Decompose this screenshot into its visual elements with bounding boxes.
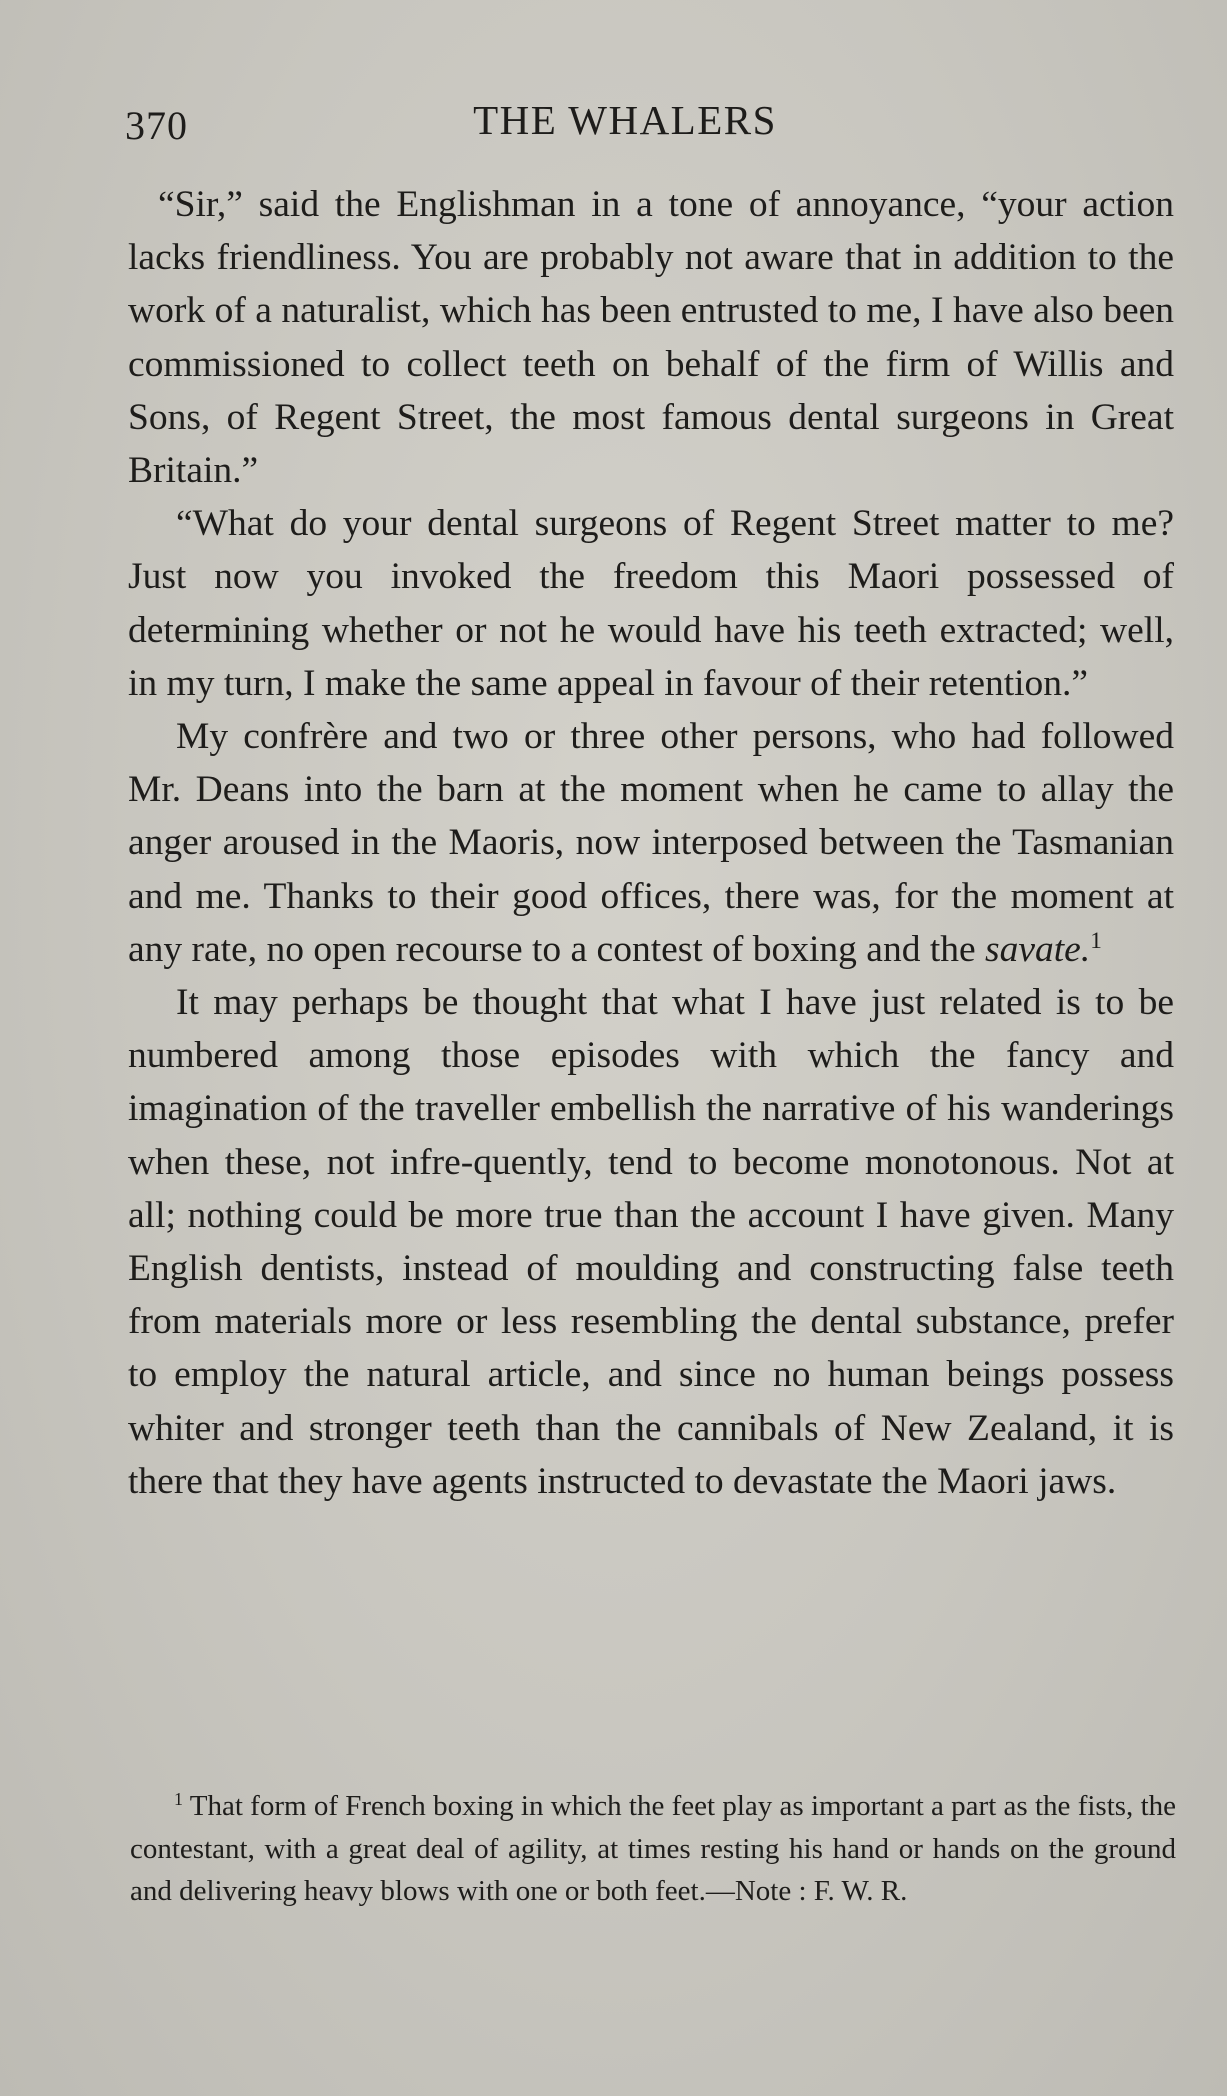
footnote-text: That form of French boxing in which the feet play as important a part as the fists, the contestant, with a great deal of agility, at times resting his hand or hands on the ground and delivering heavy blows with one or both feet.—Note : F. W. R.	[130, 1790, 1176, 1907]
paragraph-3-text: My confrère and two or three other persons, who had followed Mr. Deans into the barn at the moment when he came to allay the anger aroused in the Maoris, now interposed between the Tasmanian and me. Thanks to their good offices, there was, for the moment at any rate, no open recourse to a contest of boxing and the	[128, 716, 1174, 970]
running-title: THE WHALERS	[473, 97, 777, 143]
body-text	[128, 178, 1174, 1508]
paragraph-2: “What do your dental surgeons of Regent Street matter to me? Just now you invoked the freedom this Maori possessed of determining whether or not he would have his teeth extracted; well, in my turn, I make the same appeal in favour of their retention.”	[128, 503, 1174, 704]
footnote-marker: 1	[174, 1789, 183, 1810]
paragraph-4: It may perhaps be thought that what I have just related is to be numbered among those episodes with which the fancy and imagination of the traveller embellish the narrative of his wanderings when these, not infre-quently, tend to become monotonous. Not at all; nothing could be more true than the account I have given. Many English dentists, instead of moulding and constructing false teeth from materials more or less resembling the dental substance, prefer to employ the natural article, and since no human beings possess whiter and stronger teeth than the cannibals of New Zealand, it is there that they have agents instructed to devastate the Maori jaws.	[128, 982, 1174, 1502]
running-head	[125, 96, 1175, 152]
footnotes	[130, 1785, 1176, 1913]
paragraph-1: “Sir,” said the Englishman in a tone of annoyance, “your action lacks friendliness. You are probably not aware that in addition to the work of a naturalist, which has been entrusted to me, I have also been commissioned to collect teeth on behalf of the firm of Willis and Sons, of Regent Street, the most famous dental surgeons in Great Britain.”	[128, 184, 1174, 492]
footnote-1	[130, 1785, 1176, 1913]
page-number: 370	[125, 103, 188, 148]
footnote-reference: 1	[1090, 928, 1102, 955]
savate-italic: savate.	[985, 928, 1091, 970]
paragraph-3	[128, 710, 1174, 976]
